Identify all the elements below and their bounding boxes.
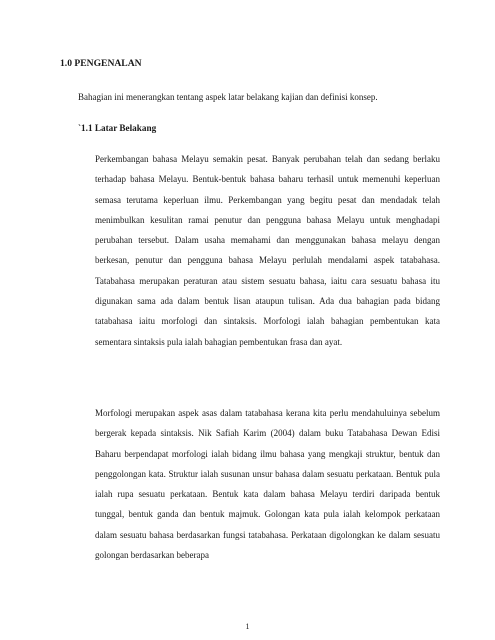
subsection-heading: `1.1 Latar Belakang <box>78 123 157 133</box>
intro-text: Bahagian ini menerangkan tentang aspek latar belakang kajian dan definisi konsep. <box>78 92 378 102</box>
section-heading: 1.0 PENGENALAN <box>60 58 142 69</box>
paragraph-2: Morfologi merupakan aspek asas dalam tatabahasa kerana kita perlu mendahuluinya sebelum bergerak kepada sintaksis. Nik Safiah Karim (2004) dalam buku Tatabahasa Dewan Edisi Baharu berpendapat morfologi ialah bidang ilmu bahasa yang mengkaji struktur, bentuk dan penggolongan kata. Struktur ialah susunan unsur bahasa dalam sesuatu perkataan. Bentuk pula ialah rupa sesuatu perkataan. Bentuk kata dalam bahasa Melayu terdiri daripada bentuk tunggal, bentuk ganda dan bentuk majmuk. Golongan kata pula ialah kelompok perkataan dalam sesuatu bahasa berdasarkan fungsi tatabahasa. Perkataan digolongkan ke dalam sesuatu golongan berdasarkan beberapa <box>95 408 440 561</box>
page-number: 1 <box>245 622 250 631</box>
paragraph-1: Perkembangan bahasa Melayu semakin pesat. Banyak perubahan telah dan sedang berlaku terhadap bahasa Melayu. Bentuk-bentuk bahasa baharu terhasil untuk memenuhi keperluan semasa terutama keperluan ilmu. Perkembangan yang begitu pesat dan mendadak telah menimbulkan kesulitan ramai penutur dan pengguna bahasa Melayu untuk menghadapi perubahan tersebut. Dalam usaha memahami dan menggunakan bahasa melayu dengan berkesan, penutur dan pengguna bahasa Melayu perlulah mendalami aspek tatabahasa. Tatabahasa merupakan peraturan atau sistem sesuatu bahasa, iaitu cara sesuatu bahasa itu digunakan sama ada dalam bentuk lisan ataupun tulisan. Ada dua bahagian pada bidang tatabahasa iaitu morfologi dan sintaksis. Morfologi ialah bahagian pembentukan kata sementara sintaksis pula ialah bahagian pembentukan frasa dan ayat. <box>95 154 440 347</box>
